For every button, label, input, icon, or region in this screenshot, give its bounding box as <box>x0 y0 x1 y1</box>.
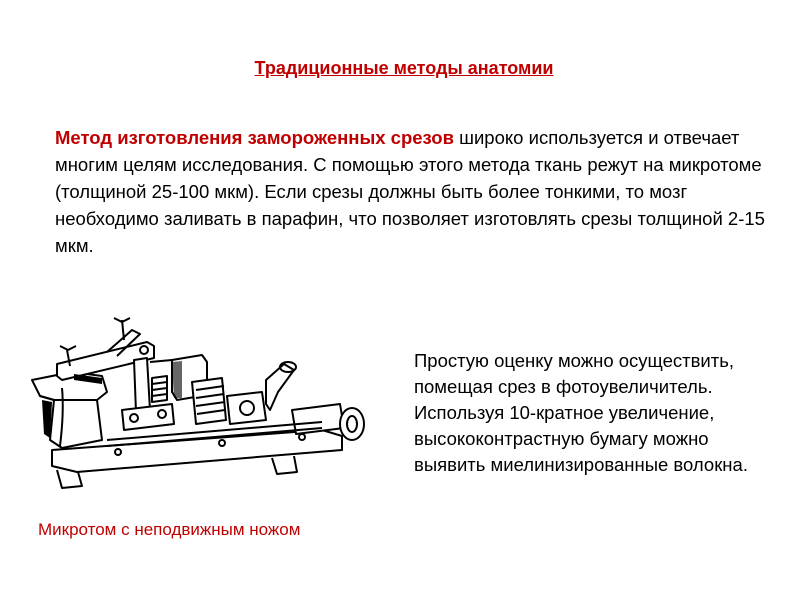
side-note: Простую оценку можно осуществить, помещая срез в фотоувеличитель. Используя 10-кратное увеличение, высококонтрастную бумагу можно выявить миелинизированные волокна. <box>414 350 748 475</box>
slide-title: Традиционные методы анатомии <box>254 58 554 78</box>
microtome-roller <box>340 408 364 440</box>
microtome-illustration <box>22 300 394 512</box>
paragraph-lead: Метод изготовления замороженных срезов <box>55 127 454 148</box>
figure-caption: Микротом с неподвижным ножом <box>38 520 301 539</box>
main-paragraph <box>55 124 777 259</box>
paragraph-rest: широко используется и отвечает многим целям исследования. С помощью этого метода ткань режут на микротоме (толщиной 25-100 мкм). Если срезы должны быть более тонкими, то мозг необходимо заливать в парафин, что позволяет изготовлять срезы толщиной 2-15 мкм. <box>55 127 765 256</box>
microtome-gearbox <box>192 378 226 424</box>
